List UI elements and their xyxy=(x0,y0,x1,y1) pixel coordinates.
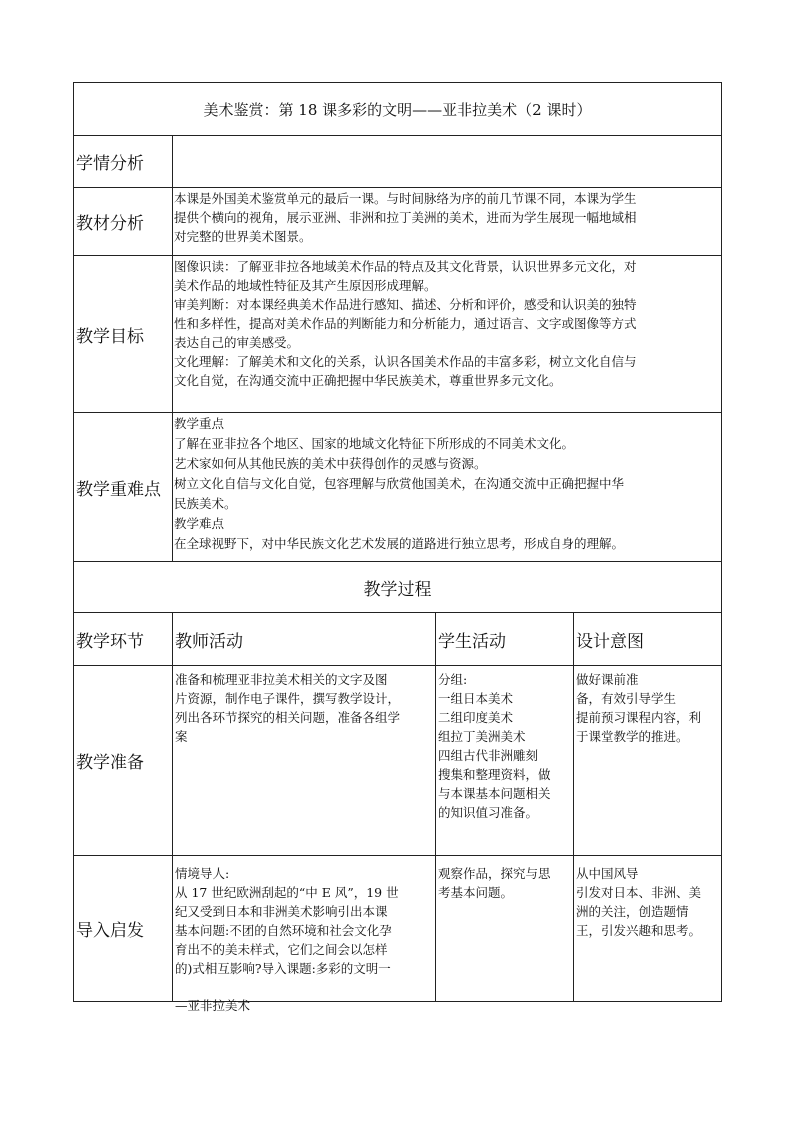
intent-daoru xyxy=(574,856,722,1002)
mubiao-line: 文化自觉，在沟通交流中正确把握中华民族美术，尊重世界多元文化。 xyxy=(174,373,562,388)
intent-line: 做好课前准 xyxy=(576,672,639,687)
teacher-line: 情境导人: xyxy=(175,866,230,881)
row-zhongnan xyxy=(74,413,722,562)
zhongnan-line: 树立文化自信与文化自觉，包容理解与欣赏他国美术，在沟通交流中正确把握中华 xyxy=(174,476,625,491)
teacher-daoru xyxy=(173,856,436,1013)
teacher-line: 准备和梳理亚非拉美术相关的文字及图 xyxy=(175,672,388,687)
header-student: 学生活动 xyxy=(436,613,574,666)
content-zhongnan xyxy=(173,413,722,562)
zhongnan-line: 在全球视野下，对中华民族文化艺术发展的道路进行独立思考，形成自身的理解。 xyxy=(174,536,625,551)
row-xueqing xyxy=(74,136,722,188)
student-line: 与本课基本问题相关 xyxy=(438,786,551,801)
intent-line: 洲的关注，创造题情 xyxy=(576,904,689,919)
intent-line: 于课堂教学的推进。 xyxy=(576,729,689,744)
zhongnan-line: 艺术家如何从其他民族的美术中获得创作的灵感与资源。 xyxy=(174,456,487,471)
zhongnan-line: 了解在亚非拉各个地区、国家的地域文化特征下所形成的不同美术文化。 xyxy=(174,436,575,451)
teacher-line: 案 xyxy=(175,729,188,744)
title-row xyxy=(74,83,722,136)
document-title: 美术鉴赏：第 18 课多彩的文明——亚非拉美术（2 课时） xyxy=(74,83,722,136)
mubiao-line: 美术作品的地域性特征及其产生原因形成理解。 xyxy=(174,278,437,293)
jiaocai-line: 提供个横向的视角，展示亚洲、非洲和拉丁美洲的美术，进而为学生展现一幅地域相 xyxy=(174,210,637,225)
stage-daoru: 导入启发 xyxy=(74,856,173,1002)
student-line: 四组古代非洲雕刻 xyxy=(438,748,539,763)
zhongnan-line: 民族美术。 xyxy=(174,496,237,511)
student-line: 分组: xyxy=(438,672,468,687)
process-header-row xyxy=(74,613,722,666)
jiaocai-line: 本课是外国美术鉴赏单元的最后一课。与时间脉络为序的前几节课不同，本课为学生 xyxy=(174,191,637,206)
row-mubiao xyxy=(74,256,722,413)
label-mubiao: 教学目标 xyxy=(74,256,173,413)
mubiao-line: 文化理解：了解美术和文化的关系，认识各国美术作品的丰富多彩，树立文化自信与 xyxy=(174,354,637,369)
row-jiaocai xyxy=(74,188,722,256)
content-xueqing xyxy=(173,136,722,188)
process-section-title: 教学过程 xyxy=(74,562,722,613)
process-section-row xyxy=(74,562,722,613)
teacher-line: 从 17 世纪欧洲刮起的“中 E 风”，19 世 xyxy=(175,885,399,900)
lesson-plan-table xyxy=(73,82,722,1013)
student-line: 一组日本美术 xyxy=(438,691,514,706)
label-jiaocai: 教材分析 xyxy=(74,188,173,256)
student-zhunbei xyxy=(436,666,574,856)
header-intent: 设计意图 xyxy=(574,613,722,666)
teacher-zhunbei xyxy=(173,666,436,856)
content-mubiao xyxy=(173,256,722,413)
teacher-line: 列出各环节探究的相关问题，准备各组学 xyxy=(175,710,401,725)
student-line: 搜集和整理资料，做 xyxy=(438,767,551,782)
teacher-line: —亚非拉美术 xyxy=(175,998,251,1013)
label-zhongnan: 教学重难点 xyxy=(74,413,173,562)
label-xueqing: 学情分析 xyxy=(74,136,173,188)
zhongnan-line: 教学难点 xyxy=(174,516,225,531)
student-daoru xyxy=(436,856,574,1002)
mubiao-line: 表达自己的审美感受。 xyxy=(174,335,300,350)
row-daoru xyxy=(74,856,722,1002)
intent-line: 王，引发兴趣和思考。 xyxy=(576,923,702,938)
mubiao-line: 图像识读：了解亚非拉各地域美术作品的特点及其文化背景，认识世界多元文化，对 xyxy=(174,259,637,274)
teacher-line: 纪又受到日本和非洲美术影响引出本课 xyxy=(175,904,388,919)
header-stage: 教学环节 xyxy=(74,613,173,666)
teacher-line: 育出不的美未样式，它们之间会以怎样 xyxy=(175,942,388,957)
student-line: 考基本问题。 xyxy=(438,885,514,900)
student-line: 二组印度美术 xyxy=(438,710,514,725)
zhongnan-line: 教学重点 xyxy=(174,416,225,431)
stage-zhunbei: 教学准备 xyxy=(74,666,173,856)
intent-line: 从中国风导 xyxy=(576,866,639,881)
teacher-line: 基本问题:不团的自然环境和社会文化孕 xyxy=(175,923,392,938)
teacher-line: 的)式相互影响?导入课题:多彩的文明一 xyxy=(175,961,391,976)
student-line: 观察作品，探究与思 xyxy=(438,866,551,881)
mubiao-line: 性和多样性，提高对美术作品的判断能力和分析能力，通过语言、文字或图像等方式 xyxy=(174,316,637,331)
intent-line: 备，有效引导学生 xyxy=(576,691,677,706)
student-line: 组拉丁美洲美术 xyxy=(438,729,526,744)
intent-line: 提前预习课程内容，利 xyxy=(576,710,702,725)
student-line: 的知识值习准备。 xyxy=(438,805,539,820)
intent-zhunbei xyxy=(574,666,722,856)
teacher-line: 片资源，制作电子课件，撰写教学设计， xyxy=(175,691,401,706)
header-teacher: 教师活动 xyxy=(173,613,436,666)
content-jiaocai xyxy=(173,188,722,256)
row-zhunbei xyxy=(74,666,722,856)
intent-line: 引发对日本、非洲、美 xyxy=(576,885,702,900)
mubiao-line: 审美判断：对本课经典美术作品进行感知、描述、分析和评价，感受和认识美的独特 xyxy=(174,297,637,312)
jiaocai-line: 对完整的世界美术图景。 xyxy=(174,229,312,244)
lesson-plan-page xyxy=(73,82,721,1013)
